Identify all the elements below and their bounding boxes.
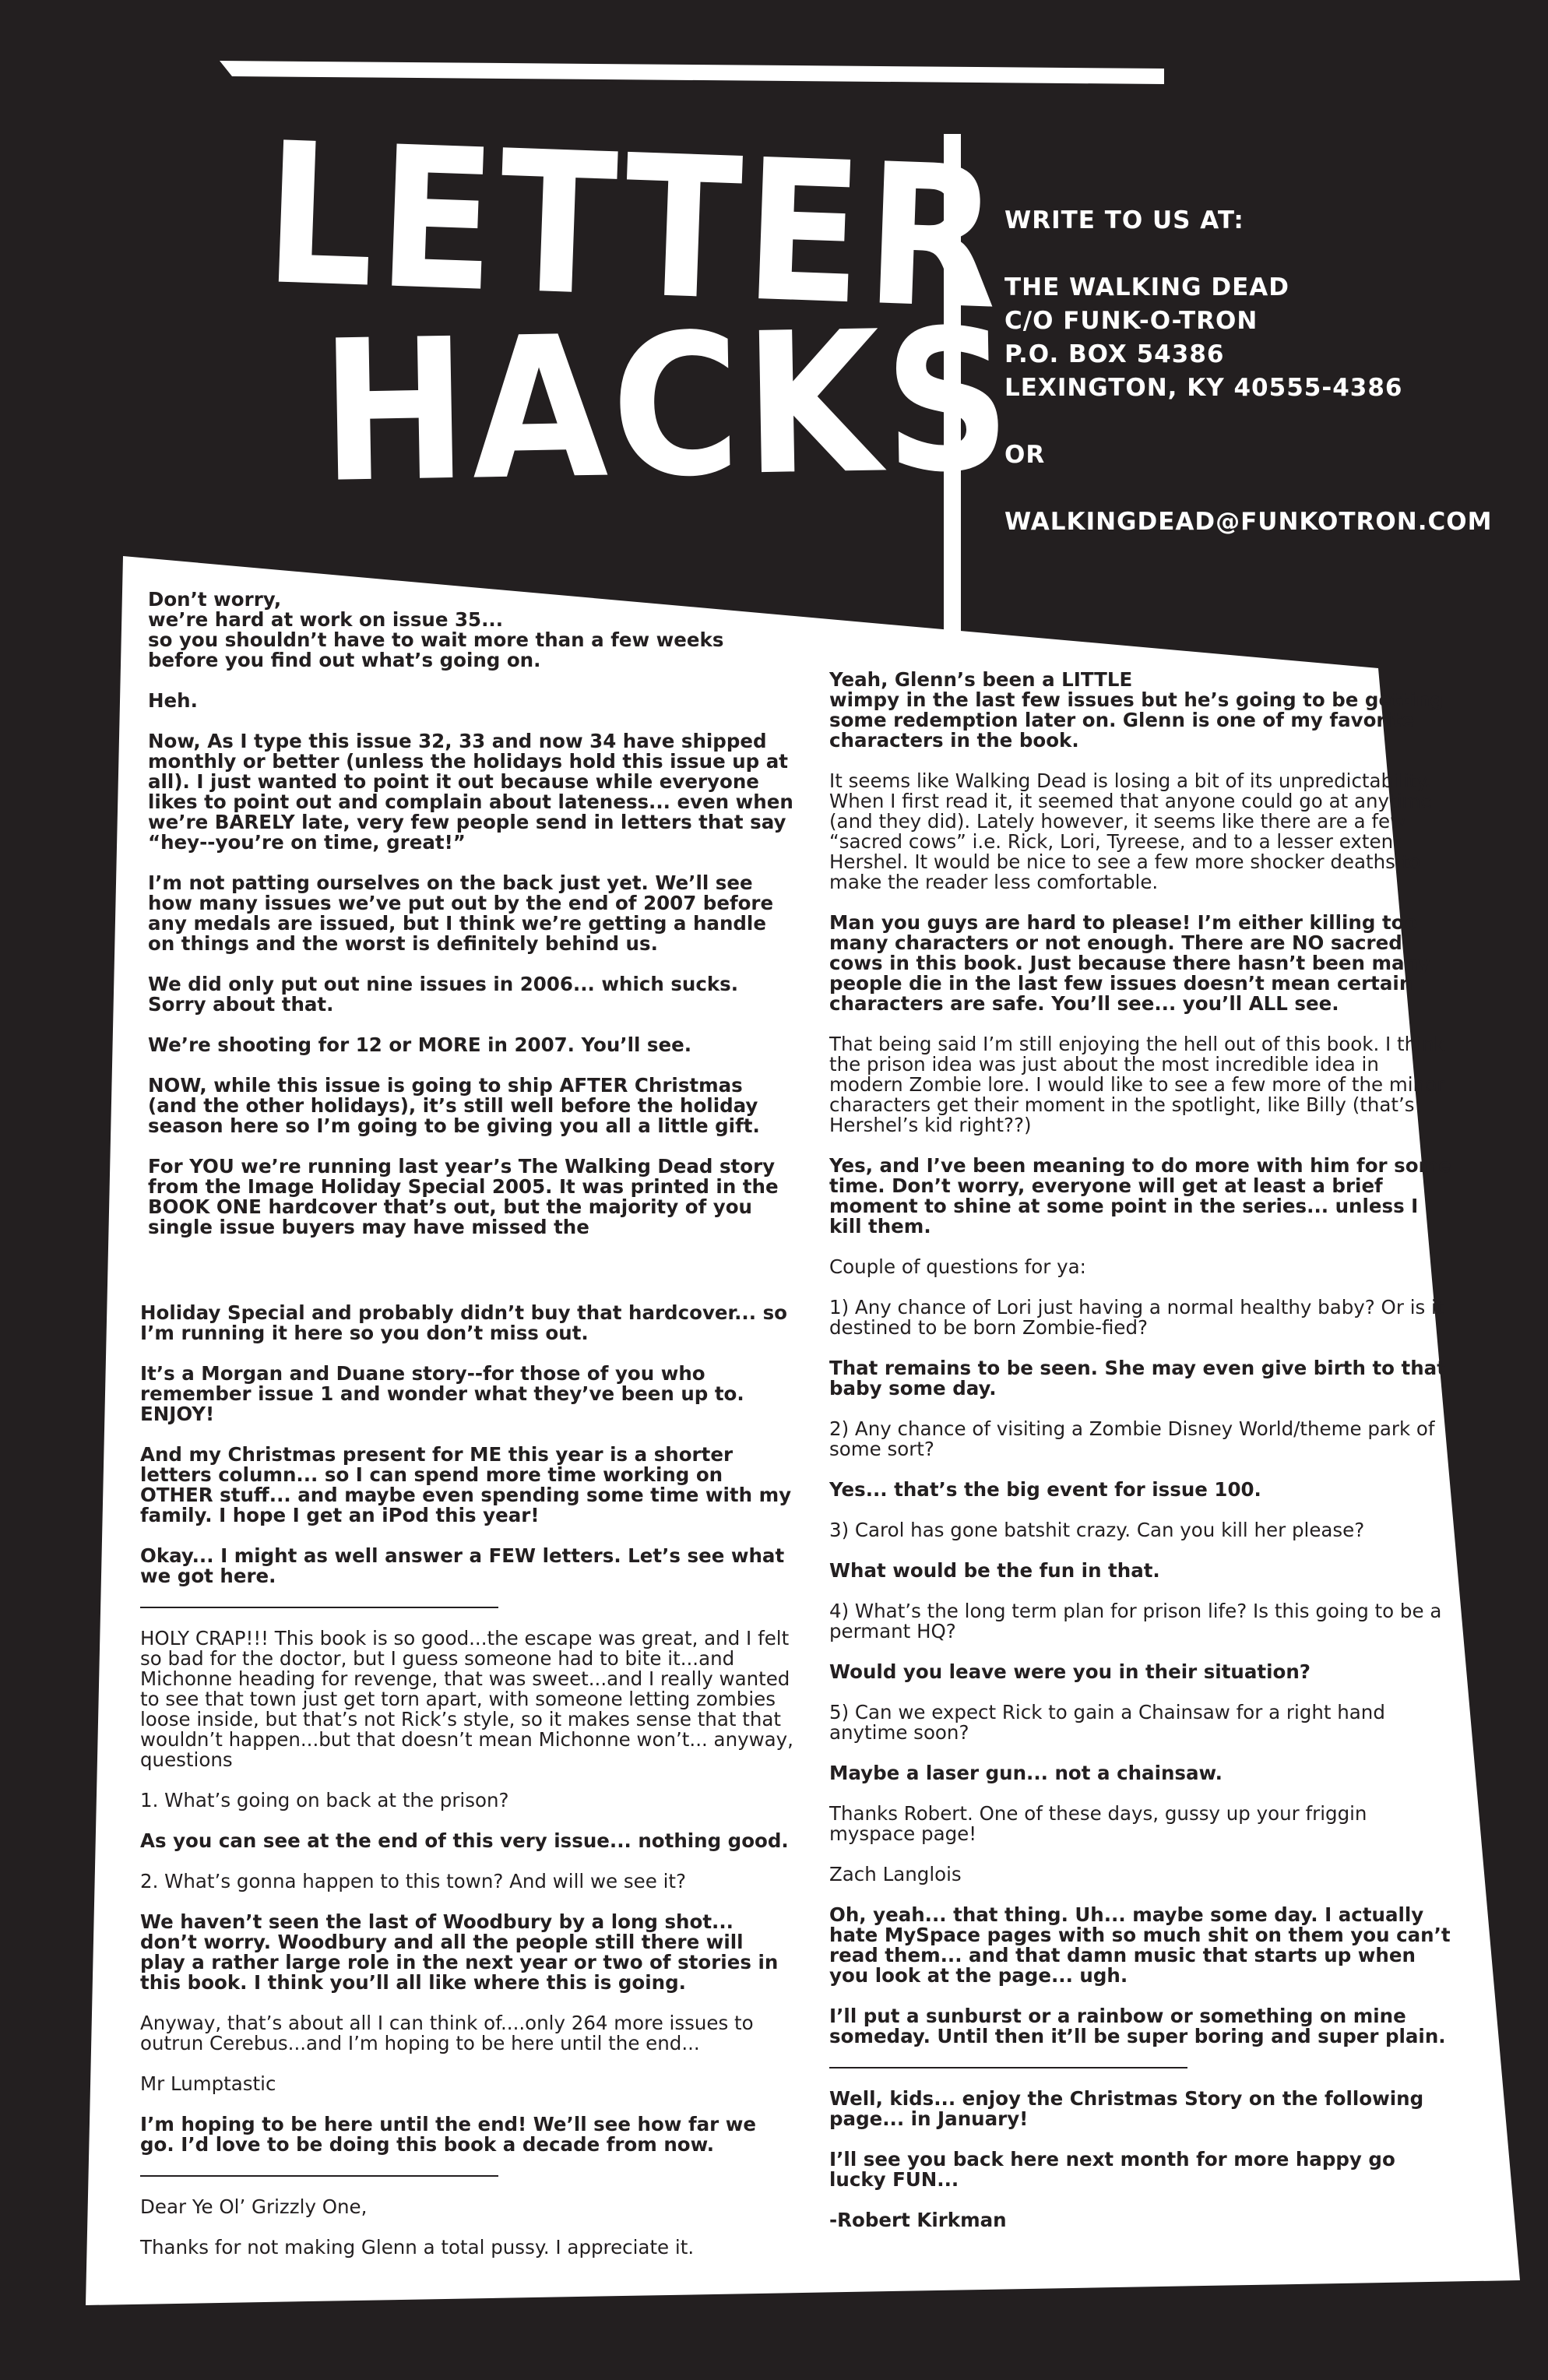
address-heading: WRITE TO US AT: [1004,206,1244,234]
editor-response: It’s a Morgan and Duane story--for those of you who remember issue 1 and wonder what they’ve been up to. ENJOY! [140,1362,744,1425]
editor-response: Yes, and I’ve been meaning to do more with him for some time. Don’t worry, everyone will get at least a brief moment to shine at some point in the series... unless I kill them. [829,1154,1451,1238]
address-line: LEXINGTON, KY 40555-4386 [1004,374,1403,402]
editor-response: Heh. [148,689,198,712]
editor-response: We haven’t seen the last of Woodbury by a long shot... don’t worry. Woodbury and all the people still there will play a rather large role in the next year or two of stories in this book. I think you’ll all like where this is going. [140,1910,779,1994]
reader-letter: Zach Langlois [829,1863,962,1885]
reader-letter: Dear Ye Ol’ Grizzly One, [140,2195,368,2218]
editor-response: Don’t worry, we’re hard at work on issue 35... so you shouldn’t have to wait more than a few weeks before you find out what’s going on. [148,588,724,671]
editor-response: We did only put out nine issues in 2006... which sucks. Sorry about that. [148,973,739,1016]
reader-letter: It seems like Walking Dead is losing a bit of its unpredictability. When I first read it, it seemed that anyone could go at anytime (and they did). Lately however, it seems like there are a few “sacred cows” i.e. Rick, Lori, Tyreese, and to a lesser extent Hershel. It would be nice to see a few more shocker deaths to make the reader less comfortable. [829,769,1433,893]
editor-response: For YOU we’re running last year’s The Walking Dead story from the Image Holiday Special 2005. It was printed in the BOOK ONE hardcover that’s out, but the majority of you single issue buyers may have missed the [148,1155,779,1238]
reader-letter: 1) Any chance of Lori just having a normal healthy baby? Or is it destined to be born Zombie-fied? [829,1296,1444,1339]
address-or: OR [1004,441,1046,469]
address-line: THE WALKING DEAD [1004,273,1289,301]
reader-letter: HOLY CRAP!!! This book is so good...the escape was great, and I felt so bad for the doctor, but I guess someone had to bite it...and Michonne heading for revenge, that was sweet...and I really wanted to see that town just get torn apart, with someone letting zombies loose inside, but that’s not Rick’s style, so it makes sense that that wouldn’t happen...but that doesn’t mean Michonne won’t... anyway, questions [140,1627,793,1771]
editor-response: Maybe a laser gun... not a chainsaw. [829,1762,1223,1784]
address-line: P.O. BOX 54386 [1004,340,1225,368]
editor-response: Yeah, Glenn’s been a LITTLE wimpy in the last few issues but he’s going to be getting some redemption later on. Glenn is one of my favorite characters in the book. [829,668,1444,752]
reader-letter: 2. What’s gonna happen to this town? And will we see it? [140,1870,687,1892]
editor-response: Now, As I type this issue 32, 33 and now 34 have shipped monthly or better (unless the holidays hold this issue up at all). I just wanted to point it out because while everyone likes to point out and complain about lateness... even when we’re BARELY late, very few people send in letters that say “hey--you’re on time, great!” [148,730,793,854]
reader-letter: Thanks Robert. One of these days, gussy up your friggin myspace page! [829,1802,1367,1845]
editor-response: I’m not patting ourselves on the back just yet. We’ll see how many issues we’ve put out by the end of 2007 before any medals are issued, but I think we’re getting a handle on things and the worst is definitely behind us. [148,871,774,955]
editor-response: We’re shooting for 12 or MORE in 2007. You’ll see. [148,1033,692,1056]
reader-letter: 5) Can we expect Rick to gain a Chainsaw for a right hand anytime soon? [829,1701,1385,1744]
address-email[interactable]: WALKINGDEAD@FUNKOTRON.COM [1004,508,1493,536]
mailing-address [1004,204,1493,539]
editor-response: Yes... that’s the big event for issue 100. [829,1478,1261,1501]
right-column [829,670,1452,2251]
reader-letter: 3) Carol has gone batshit crazy. Can you kill her please? [829,1519,1365,1541]
editor-response: -Robert Kirkman [829,2209,1007,2231]
editor-response: Okay... I might as well answer a FEW letters. Let’s see what we got here. [140,1544,785,1587]
editor-response: Holiday Special and probably didn’t buy that hardcover... so I’m running it here so you don’t miss out. [140,1301,787,1344]
editor-response: I’ll see you back here next month for more happy go lucky FUN... [829,2148,1395,2191]
editor-response: Man you guys are hard to please! I’m either killing too many characters or not enough. There are NO sacred cows in this book. Just because there hasn’t been many people die in the last few issues doesn’t mean certain characters are safe. You’ll see... you’ll ALL see. [829,911,1430,1015]
left-column-bottom [140,1303,794,2278]
editor-response: As you can see at the end of this very issue... nothing good. [140,1829,789,1852]
reader-letter: Couple of questions for ya: [829,1255,1086,1278]
reader-letter: Thanks for not making Glenn a total pussy. I appreciate it. [140,2236,695,2259]
left-column-top [148,590,794,1258]
editor-response: What would be the fun in that. [829,1559,1160,1582]
reader-letter: Mr Lumptastic [140,2072,276,2095]
editor-response: I’m hoping to be here until the end! We’ll see how far we go. I’d love to be doing this book a decade from now. [140,2113,756,2156]
reader-letter: That being said I’m still enjoying the hell out of this book. I think the prison idea was just about the most incredible idea in modern Zombie lore. I would like to see a few more of the minor characters get their moment in the spotlight, like Billy (that’s Hershel’s kid right??) [829,1033,1445,1136]
editor-response: That remains to be seen. She may even give birth to that baby some day. [829,1357,1446,1399]
editor-response: I’ll put a sunburst or a rainbow or something on mine someday. Until then it’ll be super boring and super plain. [829,2005,1446,2047]
editor-response: And my Christmas present for ME this year is a shorter letters column... so I can spend more time working on OTHER stuff... and maybe even spending some time with my family. I hope I get an iPod this year! [140,1443,792,1526]
title-hacks: HACKS [318,287,1017,526]
section-divider [829,2067,1187,2068]
section-divider [140,1607,498,1608]
section-divider [140,2175,498,2177]
reader-letter: Anyway, that’s about all I can think of....only 264 more issues to outrun Cerebus...and I’m hoping to be here until the end... [140,2012,754,2054]
editor-response: Well, kids... enjoy the Christmas Story on the following page... in January! [829,2087,1424,2130]
editor-response: NOW, while this issue is going to ship AFTER Christmas (and the other holidays), it’s still well before the holiday season here so I’m going to be giving you all a little gift. [148,1074,760,1137]
address-line: C/O FUNK-O-TRON [1004,307,1258,335]
editor-response: Would you leave were you in their situation? [829,1660,1311,1683]
reader-letter: 4) What’s the long term plan for prison life? Is this going to be a permant HQ? [829,1600,1442,1642]
title-letter: LETTER [261,100,1007,353]
reader-letter: 2) Any chance of visiting a Zombie Disney World/theme park of some sort? [829,1417,1435,1460]
title-top-bar [220,61,1164,84]
editor-response: Oh, yeah... that thing. Uh... maybe some day. I actually hate MySpace pages with so much shit on them you can’t read them... and that damn music that starts up when you look at the page... ugh. [829,1903,1451,1987]
reader-letter: 1. What’s going on back at the prison? [140,1789,509,1811]
